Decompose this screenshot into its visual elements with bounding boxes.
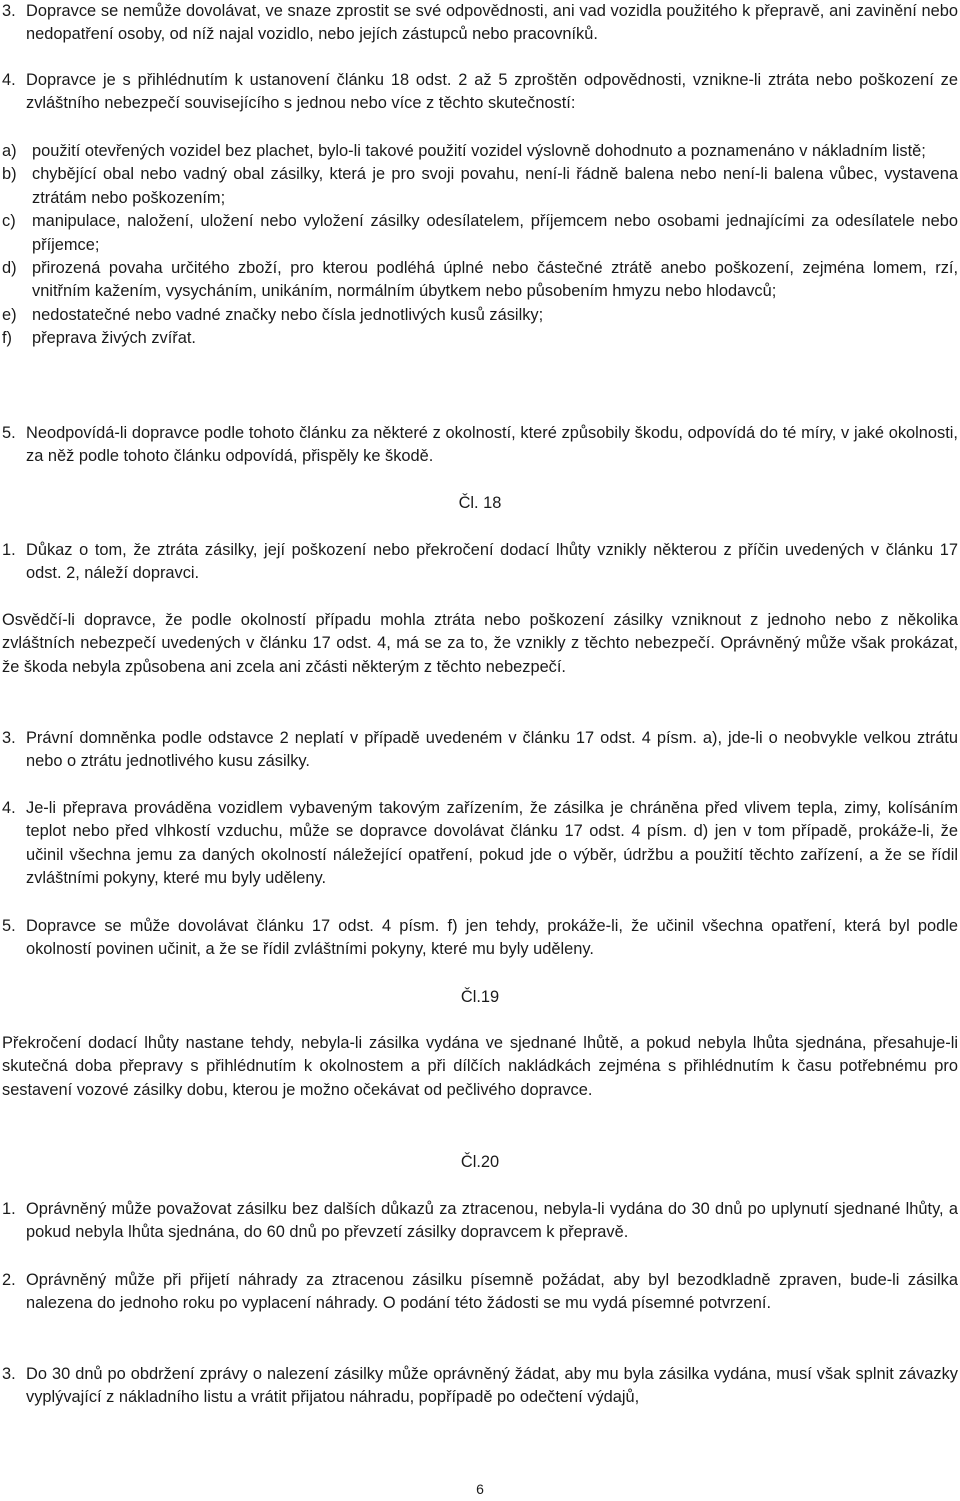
article18-paragraph-2: Osvědčí-li dopravce, že podle okolností případu mohla ztráta nebo poškození zásilky vzniknout z jednoho nebo z několika zvláštních nebezpečí uvedených v článku 17 odst. 4, má se za to, že vznikly z těchto nebezpečí. Oprávněný může však prokázat, že škoda nebyla způsobena ani zcela ani zčásti některým z těchto nebezpečí. [2, 611, 958, 676]
article18-paragraph-4 [2, 797, 958, 891]
list-letter: a) [2, 142, 17, 160]
list-item [2, 140, 958, 163]
article18-paragraph-1 [2, 539, 958, 586]
article20-paragraph-3 [2, 1363, 958, 1410]
paragraph-text: Dopravce se nemůže dovolávat, ve snaze zprostit se své odpovědnosti, ani vad vozidla použitého k přepravě, ani zavinění nebo nedopatření osoby, od níž najal vozidlo, nebo jejích zástupců nebo pracovníků. [26, 2, 958, 44]
article-heading-19: Čl.19 [460, 988, 500, 1006]
article20-paragraph-2 [2, 1269, 958, 1316]
paragraph-number: 3. [2, 729, 16, 747]
paragraph-text: Je-li přeprava prováděna vozidlem vybaveným takovým zařízením, že zásilka je chráněna před vlivem tepla, zimy, kolísáním teplot nebo před vlhkostí vzduchu, může se dopravce dovolávat článku 17 odst. 4 písm. d) jen v tom případě, prokáže-li, že učinil všechna jemu za daných okolností náležející opatření, pokud jde o výběr, údržbu a použití těchto zařízení, a že se řídil zvláštními pokyny, které mu byly uděleny. [26, 799, 958, 888]
list-letter: b) [2, 165, 17, 184]
paragraph-text: Oprávněný může považovat zásilku bez dalších důkazů za ztracenou, nebyla-li vydána do 30 dnů po uplynutí sjednané lhůty, a pokud nebyla lhůta sjednána, do 60 dnů po převzetí zásilky dopravcem k přepravě. [26, 1200, 958, 1242]
paragraph-text: Dopravce je s přihlédnutím k ustanovení článku 18 odst. 2 až 5 zproštěn odpovědnosti, vznikne-li ztráta nebo poškození ze zvláštního nebezpečí souvisejícího s jednou nebo více z těchto skutečností: [26, 71, 958, 113]
list-item [2, 304, 958, 327]
list-item [2, 327, 958, 350]
list-item [2, 257, 958, 304]
paragraph-text: Dopravce se může dovolávat článku 17 odst. 4 písm. f) jen tehdy, prokáže-li, že učinil všechna opatření, která byl podle okolností povinen učinit, a že se řídil zvláštními pokyny, které mu byly uděleny. [26, 917, 958, 959]
paragraph-number: 5. [2, 917, 16, 935]
article20-paragraph-1 [2, 1198, 958, 1245]
paragraph-3 [2, 0, 958, 47]
paragraph-number: 2. [2, 1271, 16, 1289]
list-text: nedostatečné nebo vadné značky nebo čísla jednotlivých kusů zásilky; [32, 305, 544, 324]
paragraph-number: 4. [2, 799, 16, 817]
page-number: 6 [476, 1481, 484, 1497]
article-heading-20: Čl.20 [460, 1153, 500, 1171]
paragraph-text: Důkaz o tom, že ztráta zásilky, její poškození nebo překročení dodací lhůty vznikly některou z příčin uvedených v článku 17 odst. 2, náleží dopravci. [26, 541, 958, 583]
list-text: přirozená povaha určitého zboží, pro kterou podléhá úplné nebo částečné ztrátě anebo poškození, zejména lomem, rzí, vnitřním kažením, vysycháním, unikáním, normálním úbytkem nebo působením hmyzu nebo hlodavců; [32, 259, 958, 301]
article18-paragraph-5 [2, 915, 958, 962]
article18-paragraph-3 [2, 727, 958, 774]
paragraph-text: Do 30 dnů po obdržení zprávy o nalezení zásilky může oprávněný žádat, aby mu byla zásilka vydána, musí však splnit závazky vyplývající z nákladního listu a vrátit přijatou náhradu, popřípadě po odečtení výdajů, [26, 1365, 958, 1407]
paragraph-4 [2, 69, 958, 116]
list-item [2, 210, 958, 257]
list-text: chybějící obal nebo vadný obal zásilky, která je pro svoji povahu, není-li řádně balena nebo není-li balena vůbec, vystavena ztrátám nebo poškozením; [32, 165, 958, 207]
list-text: manipulace, naložení, uložení nebo vyložení zásilky odesílatelem, příjemcem nebo osobami jednajícími za odesílatele nebo příjemce; [32, 212, 958, 254]
exemption-list [2, 140, 958, 351]
paragraph-number: 4. [2, 71, 16, 89]
paragraph-number: 3. [2, 1365, 16, 1383]
paragraph-text: Oprávněný může při přijetí náhrady za ztracenou zásilku písemně požádat, aby byl bezodkladně zpraven, bude-li zásilka nalezena do jednoho roku po vyplacení náhrady. O podání této žádosti se mu vydá písemné potvrzení. [26, 1271, 958, 1313]
article19-paragraph: Překročení dodací lhůty nastane tehdy, nebyla-li zásilka vydána ve sjednané lhůtě, a pokud nebyla lhůta sjednána, přesahuje-li skutečná doba přepravy s přihlédnutím k okolnostem a při dílčích nakládkách zejména s přihlédnutím k času potřebnému pro sestavení vozové zásilky dobu, kterou je možno očekávat od pečlivého dopravce. [2, 1034, 958, 1099]
paragraph-5 [2, 422, 958, 469]
article-heading-18: Čl. 18 [458, 494, 502, 512]
paragraph-number: 1. [2, 1200, 16, 1218]
paragraph-number: 5. [2, 424, 16, 442]
list-item [2, 163, 958, 210]
paragraph-text: Neodpovídá-li dopravce podle tohoto článku za některé z okolností, které způsobily škodu, odpovídá do té míry, v jaké okolnosti, za něž podle tohoto článku odpovídá, přispěly ke škodě. [26, 424, 958, 466]
list-letter: d) [2, 259, 17, 278]
paragraph-number: 3. [2, 2, 16, 20]
list-letter: f) [2, 329, 13, 348]
paragraph-number: 1. [2, 541, 16, 559]
list-letter: c) [2, 212, 16, 231]
paragraph-text: Právní domněnka podle odstavce 2 neplatí v případě uvedeném v článku 17 odst. 4 písm. a), jde-li o neobvykle velkou ztrátu nebo o ztrátu jednotlivého kusu zásilky. [26, 729, 958, 771]
list-letter: e) [2, 305, 17, 324]
list-text: použití otevřených vozidel bez plachet, bylo-li takové použití vozidel výslovně dohodnuto a poznamenáno v nákladním listě; [32, 142, 926, 160]
list-text: přeprava živých zvířat. [32, 329, 196, 348]
